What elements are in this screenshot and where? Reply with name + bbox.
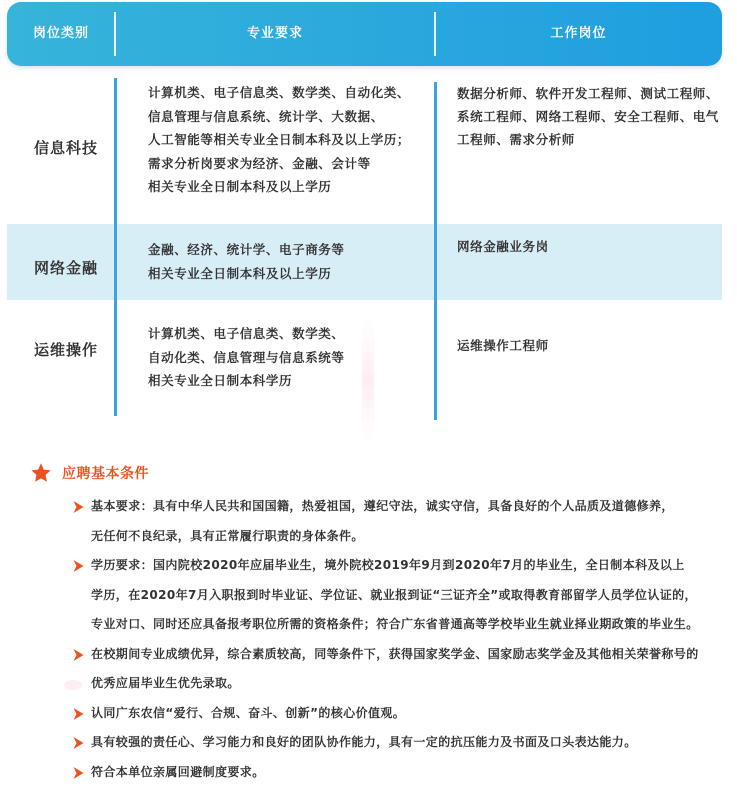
header-col-requirements: 专业要求	[246, 26, 303, 41]
position-line: 网络金融业务岗	[457, 239, 549, 254]
list-item-text: 认同广东农信“爱行、合规、奋斗、创新”的核心价值观。	[91, 705, 406, 720]
position-line: 运维操作工程师	[457, 338, 549, 353]
row-requirements	[148, 238, 345, 285]
row-requirements	[148, 322, 345, 393]
list-item-text: 具有较强的责任心、学习能力和良好的团队协作能力，具有一定的抗压能力及书面及口头表达能力。	[91, 735, 637, 749]
row-positions	[457, 334, 549, 357]
section-title: 应聘基本条件	[62, 466, 149, 482]
list-item	[0, 758, 737, 788]
requirement-line: 相关专业全日制本科及以上学历	[148, 179, 332, 194]
table-header	[7, 2, 722, 66]
list-item-text: 优秀应届毕业生优先录取。	[91, 676, 240, 690]
position-line: 系统工程师、网络工程师、安全工程师、电气	[457, 109, 720, 124]
list-item-text: 在校期间专业成绩优异，综合素质较高，同等条件下，获得国家奖学金、国家励志奖学金及其他相关荣誉称号的	[91, 646, 699, 661]
list-item-text: 学历要求：国内院校2020年应届毕业生，境外院校2019年9月到2020年7月的毕业生，全日制本科及以上	[91, 558, 685, 572]
list-item-text: 无任何不良纪录，具有正常履行职责的身体条件。	[91, 528, 364, 543]
list-item-text: 专业对口、同时还应具备报考职位所需的资格条件；符合广东省普通高等学校毕业生就业择业期政策的毕业生。	[91, 617, 699, 631]
list-item-text: 符合本单位亲属回避制度要求。	[91, 764, 265, 779]
arrow-right-icon	[73, 737, 84, 749]
row-category: 网络金融	[33, 259, 98, 277]
header-col-positions: 工作岗位	[550, 26, 607, 41]
list-item	[0, 699, 737, 729]
header-col-category: 岗位类别	[32, 26, 89, 41]
row-requirements	[148, 81, 410, 199]
arrow-right-icon	[73, 708, 84, 720]
requirement-line: 人工智能等相关专业全日制本科及以上学历；	[148, 132, 411, 147]
arrow-right-icon	[73, 501, 84, 513]
list-item	[0, 551, 737, 640]
requirement-line: 需求分析岗要求为经济、金融、会计等	[148, 155, 371, 171]
list-item-text: 学历，在2020年7月入职报到时毕业证、学位证、就业报到证“三证齐全”或取得教育部留学人员学位认证的，	[91, 587, 697, 602]
list-item	[0, 728, 737, 758]
requirement-line: 金融、经济、统计学、电子商务等	[148, 242, 345, 257]
requirement-line: 相关专业全日制本科及以上学历	[148, 265, 332, 281]
arrow-right-icon	[73, 560, 84, 572]
position-line: 工程师、需求分析师	[457, 132, 575, 147]
requirement-line: 计算机类、电子信息类、数学类、	[148, 326, 345, 341]
conditions-list	[0, 492, 737, 787]
decorative-stripe	[362, 318, 374, 443]
row-category: 信息科技	[33, 139, 98, 157]
list-item	[0, 492, 737, 551]
row-positions	[457, 82, 719, 151]
star-icon	[30, 462, 52, 484]
arrow-right-icon	[73, 767, 84, 779]
list-item-text: 基本要求：具有中华人民共和国国籍，热爱祖国，遵纪守法，诚实守信，具备良好的个人品质及道德修养，	[91, 499, 674, 513]
column-divider-right	[434, 82, 437, 420]
row-positions	[457, 235, 549, 258]
row-category: 运维操作	[33, 341, 98, 359]
list-item	[0, 640, 737, 699]
column-divider-left	[114, 78, 117, 416]
requirement-line: 信息管理与信息系统、统计学、大数据、	[148, 108, 384, 124]
requirement-line: 自动化类、信息管理与信息系统等	[148, 349, 345, 365]
arrow-right-icon	[73, 649, 84, 661]
position-line: 数据分析师、软件开发工程师、测试工程师、	[457, 86, 720, 101]
requirement-line: 计算机类、电子信息类、数学类、自动化类、	[148, 85, 411, 100]
requirement-line: 相关专业全日制本科学历	[148, 373, 293, 388]
